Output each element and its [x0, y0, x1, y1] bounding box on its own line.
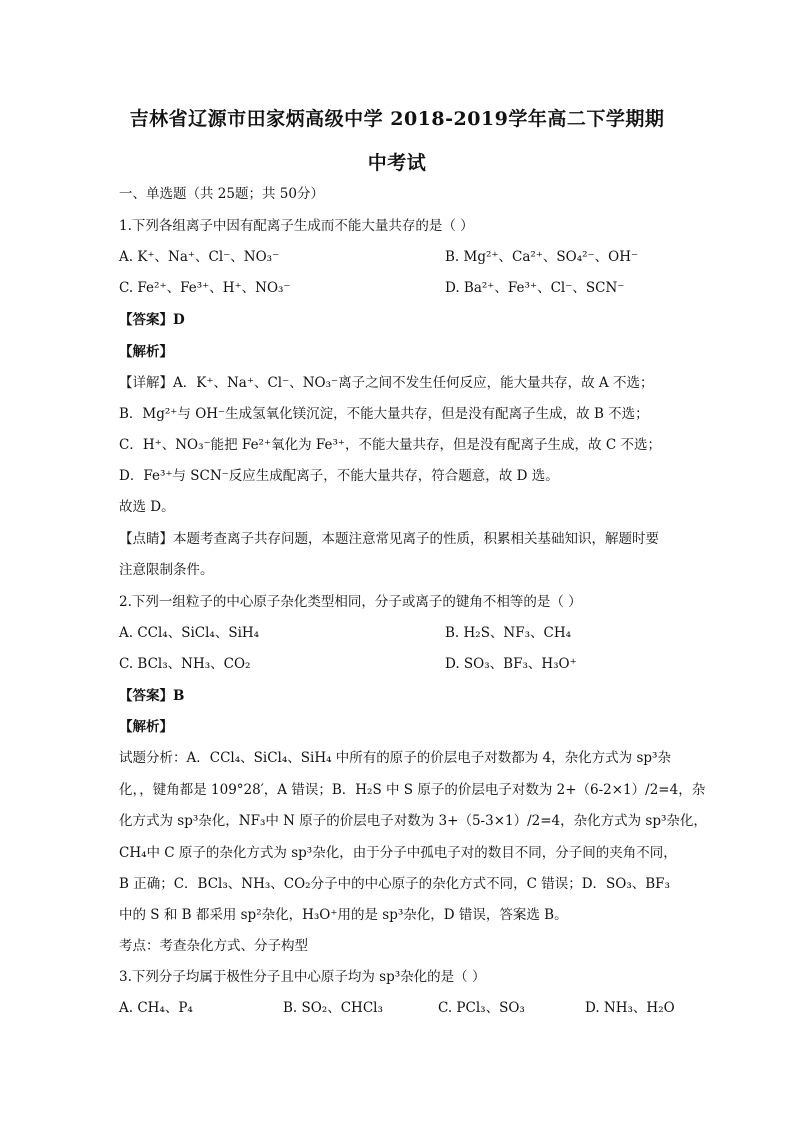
- section-heading: 一、单选题（共 25题；共 50分）: [119, 186, 324, 202]
- question-1-detail-line: D．Fe³⁺与 SCN⁻反应生成配离子，不能大量共存，符合题意，故 D 选。: [119, 468, 559, 484]
- question-3-option-d: D. NH₃、H₂O: [585, 1000, 675, 1016]
- question-1-option-a: A. K⁺、Na⁺、Cl⁻、NO₃⁻: [119, 249, 280, 265]
- question-2-analysis-heading: 【解析】: [119, 719, 173, 735]
- question-1-comment-continued: 注意限制条件。: [119, 562, 214, 578]
- question-2-option-d: D. SO₃、BF₃、H₃O⁺: [445, 656, 577, 672]
- question-2-option-b: B. H₂S、NF₃、CH₄: [445, 625, 572, 641]
- question-2-analysis-line: B 正确；C．BCl₃、NH₃、CO₂分子中的中心原子的杂化方式不同，C 错误；D．SO₃、BF₃: [119, 876, 670, 892]
- question-2-analysis-line: CH₄中 C 原子的杂化方式为 sp³杂化，由于分子中孤电子对的数目不同，分子间的夹角不同，: [119, 845, 677, 861]
- question-2-stem: 2.下列一组粒子的中心原子杂化类型相同，分子或离子的键角不相等的是（ ）: [119, 594, 582, 610]
- question-2-analysis-line: 试题分析：A．CCl₄、SiCl₄、SiH₄ 中所有的原子的价层电子对数都为 4，杂化方式为 sp³杂: [119, 750, 671, 766]
- question-1-option-d: D. Ba²⁺、Fe³⁺、Cl⁻、SCN⁻: [445, 280, 625, 296]
- question-2-exam-point: 考点：考查杂化方式、分子构型: [119, 938, 308, 954]
- question-1-answer: 【答案】D: [119, 312, 185, 328]
- question-1-detail-line: C．H⁺、NO₃⁻能把 Fe²⁺氧化为 Fe³⁺，不能大量共存，但是没有配离子生成，故 C 不选；: [119, 437, 661, 453]
- question-1-comment: 【点睛】本题考查离子共存问题，本题注意常见离子的性质，积累相关基础知识，解题时要: [119, 531, 659, 547]
- question-3-option-c: C. PCl₃、SO₃: [438, 1000, 525, 1016]
- question-1-conclusion: 故选 D。: [119, 499, 175, 515]
- document-title: 吉林省辽源市田家炳高级中学 2018-2019学年高二下学期期: [129, 108, 665, 130]
- document-title-continued: 中考试: [367, 152, 427, 174]
- question-1-analysis-heading: 【解析】: [119, 344, 173, 360]
- question-1-stem: 1.下列各组离子中因有配离子生成而不能大量共存的是（ ）: [119, 218, 474, 234]
- question-1-detail-line: 【详解】A．K⁺、Na⁺、Cl⁻、NO₃⁻离子之间不发生任何反应，能大量共存，故 A 不选；: [119, 375, 654, 391]
- question-2-option-a: A. CCl₄、SiCl₄、SiH₄: [119, 625, 260, 641]
- question-2-option-c: C. BCl₃、NH₃、CO₂: [119, 656, 251, 672]
- question-2-analysis-line: 化方式为 sp³杂化，NF₃中 N 原子的价层电子对数为 3+（5-3×1）/2=4，杂化方式为 sp³杂化，: [119, 813, 707, 829]
- question-1-option-b: B. Mg²⁺、Ca²⁺、SO₄²⁻、OH⁻: [445, 249, 639, 265]
- question-2-answer: 【答案】B: [119, 688, 185, 704]
- question-1-option-c: C. Fe²⁺、Fe³⁺、H⁺、NO₃⁻: [119, 280, 291, 296]
- question-3-stem: 3.下列分子均属于极性分子且中心原子均为 sp³杂化的是（ ）: [119, 969, 486, 985]
- question-3-option-a: A. CH₄、P₄: [119, 1000, 193, 1016]
- question-2-analysis-line: 化，，键角都是 109°28′，A 错误；B．H₂S 中 S 原子的价层电子对数为 2+（6-2×1）/2=4，杂: [119, 782, 706, 798]
- question-1-detail-line: B．Mg²⁺与 OH⁻生成氢氧化镁沉淀，不能大量共存，但是没有配离子生成，故 B 不选；: [119, 406, 649, 422]
- question-3-option-b: B. SO₂、CHCl₃: [283, 1000, 383, 1016]
- question-2-analysis-line: 中的 S 和 B 都采用 sp²杂化，H₃O⁺用的是 sp³杂化，D 错误，答案选 B。: [119, 907, 568, 923]
